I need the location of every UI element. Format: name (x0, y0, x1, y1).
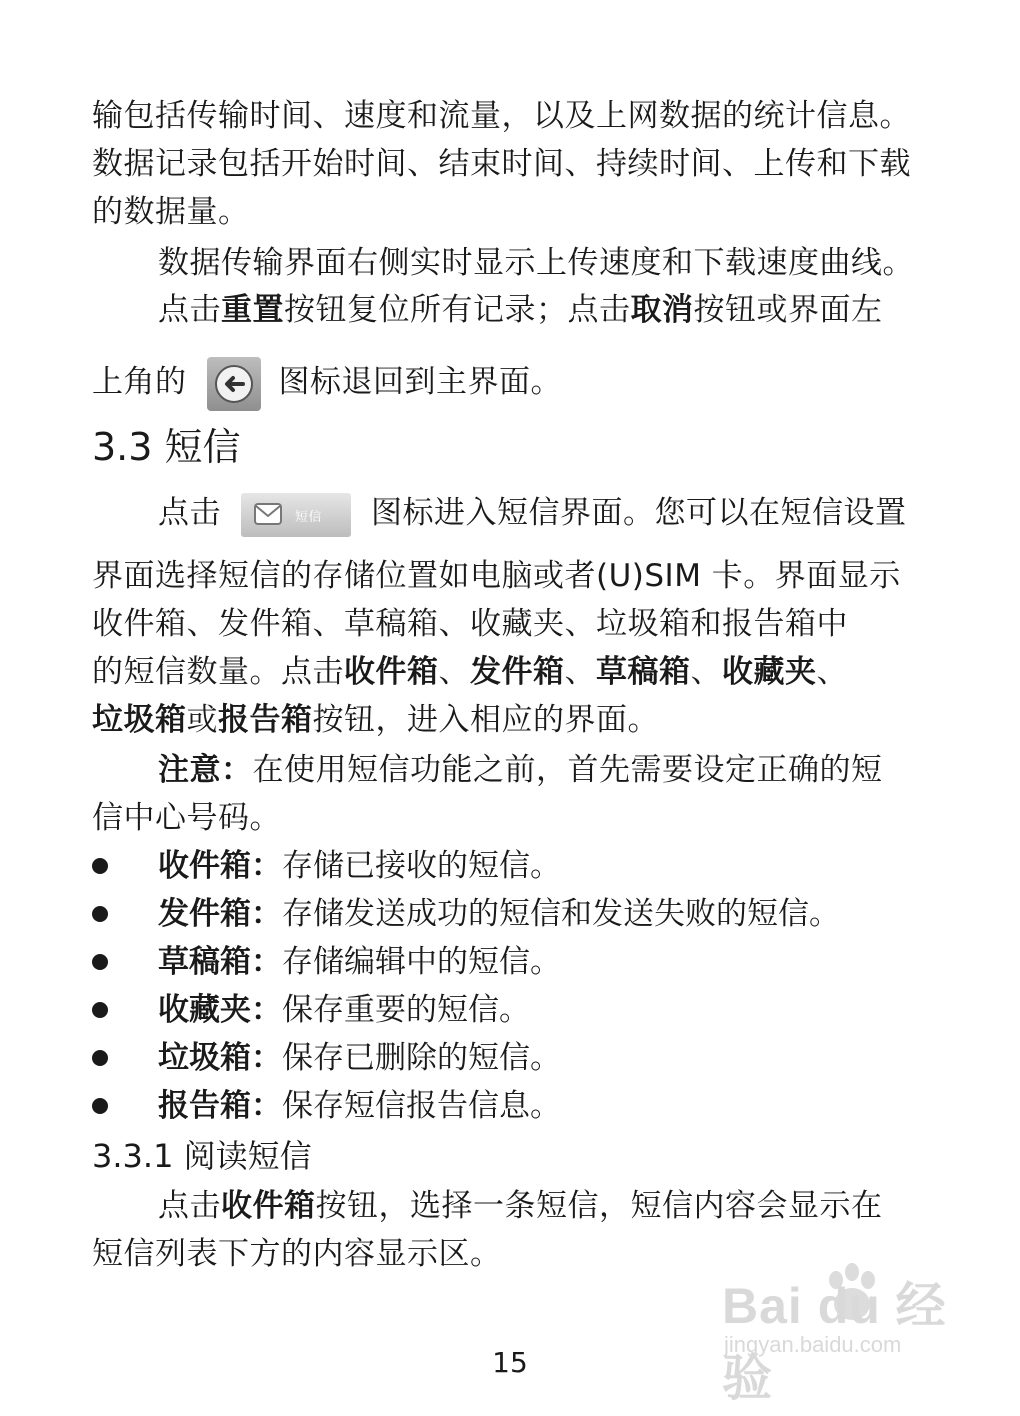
back-arrow-icon (207, 357, 261, 411)
list-item-desc: 存储已接收的短信。 (282, 848, 561, 884)
sms-icon-label: 短信 (295, 509, 323, 525)
drafts-label: 草稿箱 (596, 654, 691, 690)
text-run: 、 (690, 654, 722, 690)
inbox-label: 收件箱 (221, 1188, 316, 1224)
text-run: 图标进入短信界面。您可以在短信设置 (371, 495, 907, 531)
bullet-icon (92, 858, 108, 874)
list-item-desc: 存储发送成功的短信和发送失败的短信。 (282, 896, 840, 932)
text-run: 点击 (158, 292, 221, 328)
reports-label: 报告箱 (218, 702, 313, 738)
section-heading: 3.3 短信 (92, 425, 241, 469)
list-item-text (158, 1038, 561, 1078)
paragraph-line: 收件箱、发件箱、草稿箱、收藏夹、垃圾箱和报告箱中 (92, 606, 848, 642)
list-item-term: 草稿箱： (158, 944, 282, 980)
list-item-term: 垃圾箱： (158, 1040, 282, 1076)
paragraph-line: 数据传输界面右侧实时显示上传速度和下载速度曲线。 (158, 245, 914, 281)
trash-label: 垃圾箱 (92, 702, 187, 738)
paragraph-line (92, 652, 932, 692)
bullet-icon (92, 1098, 108, 1114)
paragraph-line (158, 1186, 932, 1226)
reset-label: 重置 (221, 292, 284, 328)
text-run: 点击 (158, 1188, 221, 1224)
list-item-term: 收藏夹： (158, 992, 282, 1028)
bullet-icon (92, 1002, 108, 1018)
note-label: 注意： (158, 752, 253, 788)
list-item-text (158, 990, 530, 1030)
page-number: 15 (492, 1346, 528, 1379)
paragraph-line: 信中心号码。 (92, 800, 281, 836)
text-run: 图标退回到主界面。 (278, 364, 562, 400)
text-run: 按钮，进入相应的界面。 (312, 702, 659, 738)
paragraph-line: 界面选择短信的存储位置如电脑或者(U)SIM 卡。界面显示 (92, 558, 901, 594)
bullet-icon (92, 906, 108, 922)
text-run: 的短信数量。点击 (92, 654, 344, 690)
paragraph-line (158, 290, 932, 330)
list-item-desc: 保存短信报告信息。 (282, 1088, 561, 1124)
bullet-icon (92, 954, 108, 970)
list-item-term: 收件箱： (158, 848, 282, 884)
list-item-desc: 保存已删除的短信。 (282, 1040, 561, 1076)
paragraph-line: 输包括传输时间、速度和流量，以及上网数据的统计信息。 (92, 98, 911, 134)
subsection-heading: 3.3.1 阅读短信 (92, 1137, 312, 1175)
inbox-label: 收件箱 (344, 654, 439, 690)
text-run: 按钮或界面左 (693, 292, 883, 328)
text-run: 上角的 (92, 364, 187, 400)
bullet-icon (92, 1050, 108, 1066)
text-run: 按钮复位所有记录；点击 (284, 292, 631, 328)
text-run: 点击 (158, 495, 221, 531)
text-run: 或 (186, 702, 218, 738)
list-item-term: 发件箱： (158, 896, 282, 932)
watermark-url: jingyan.baidu.com (724, 1332, 902, 1357)
list-item-text (158, 942, 561, 982)
text-run: 、 (564, 654, 596, 690)
text-run: 、 (816, 654, 848, 690)
outbox-label: 发件箱 (470, 654, 565, 690)
text-run: 、 (438, 654, 470, 690)
sms-envelope-icon (241, 493, 351, 537)
list-item-term: 报告箱： (158, 1088, 282, 1124)
watermark-logo: Bai du 经验 (722, 1278, 947, 1406)
cancel-label: 取消 (630, 292, 694, 328)
paragraph-line: 的数据量。 (92, 194, 250, 230)
paragraph-line: 数据记录包括开始时间、结束时间、持续时间、上传和下载 (92, 146, 911, 182)
paragraph-line (92, 354, 932, 411)
list-item-text (158, 1086, 561, 1126)
paragraph-line (92, 700, 932, 740)
note-line (158, 750, 932, 790)
paragraph-line: 短信列表下方的内容显示区。 (92, 1236, 502, 1272)
text-run: 在使用短信功能之前，首先需要设定正确的短 (252, 752, 883, 788)
favorites-label: 收藏夹 (722, 654, 817, 690)
list-item-desc: 保存重要的短信。 (282, 992, 530, 1028)
list-item-text (158, 846, 561, 886)
paragraph-line (158, 488, 932, 538)
text-run: 按钮，选择一条短信，短信内容会显示在 (315, 1188, 883, 1224)
list-item-text (158, 894, 840, 934)
list-item-desc: 存储编辑中的短信。 (282, 944, 561, 980)
